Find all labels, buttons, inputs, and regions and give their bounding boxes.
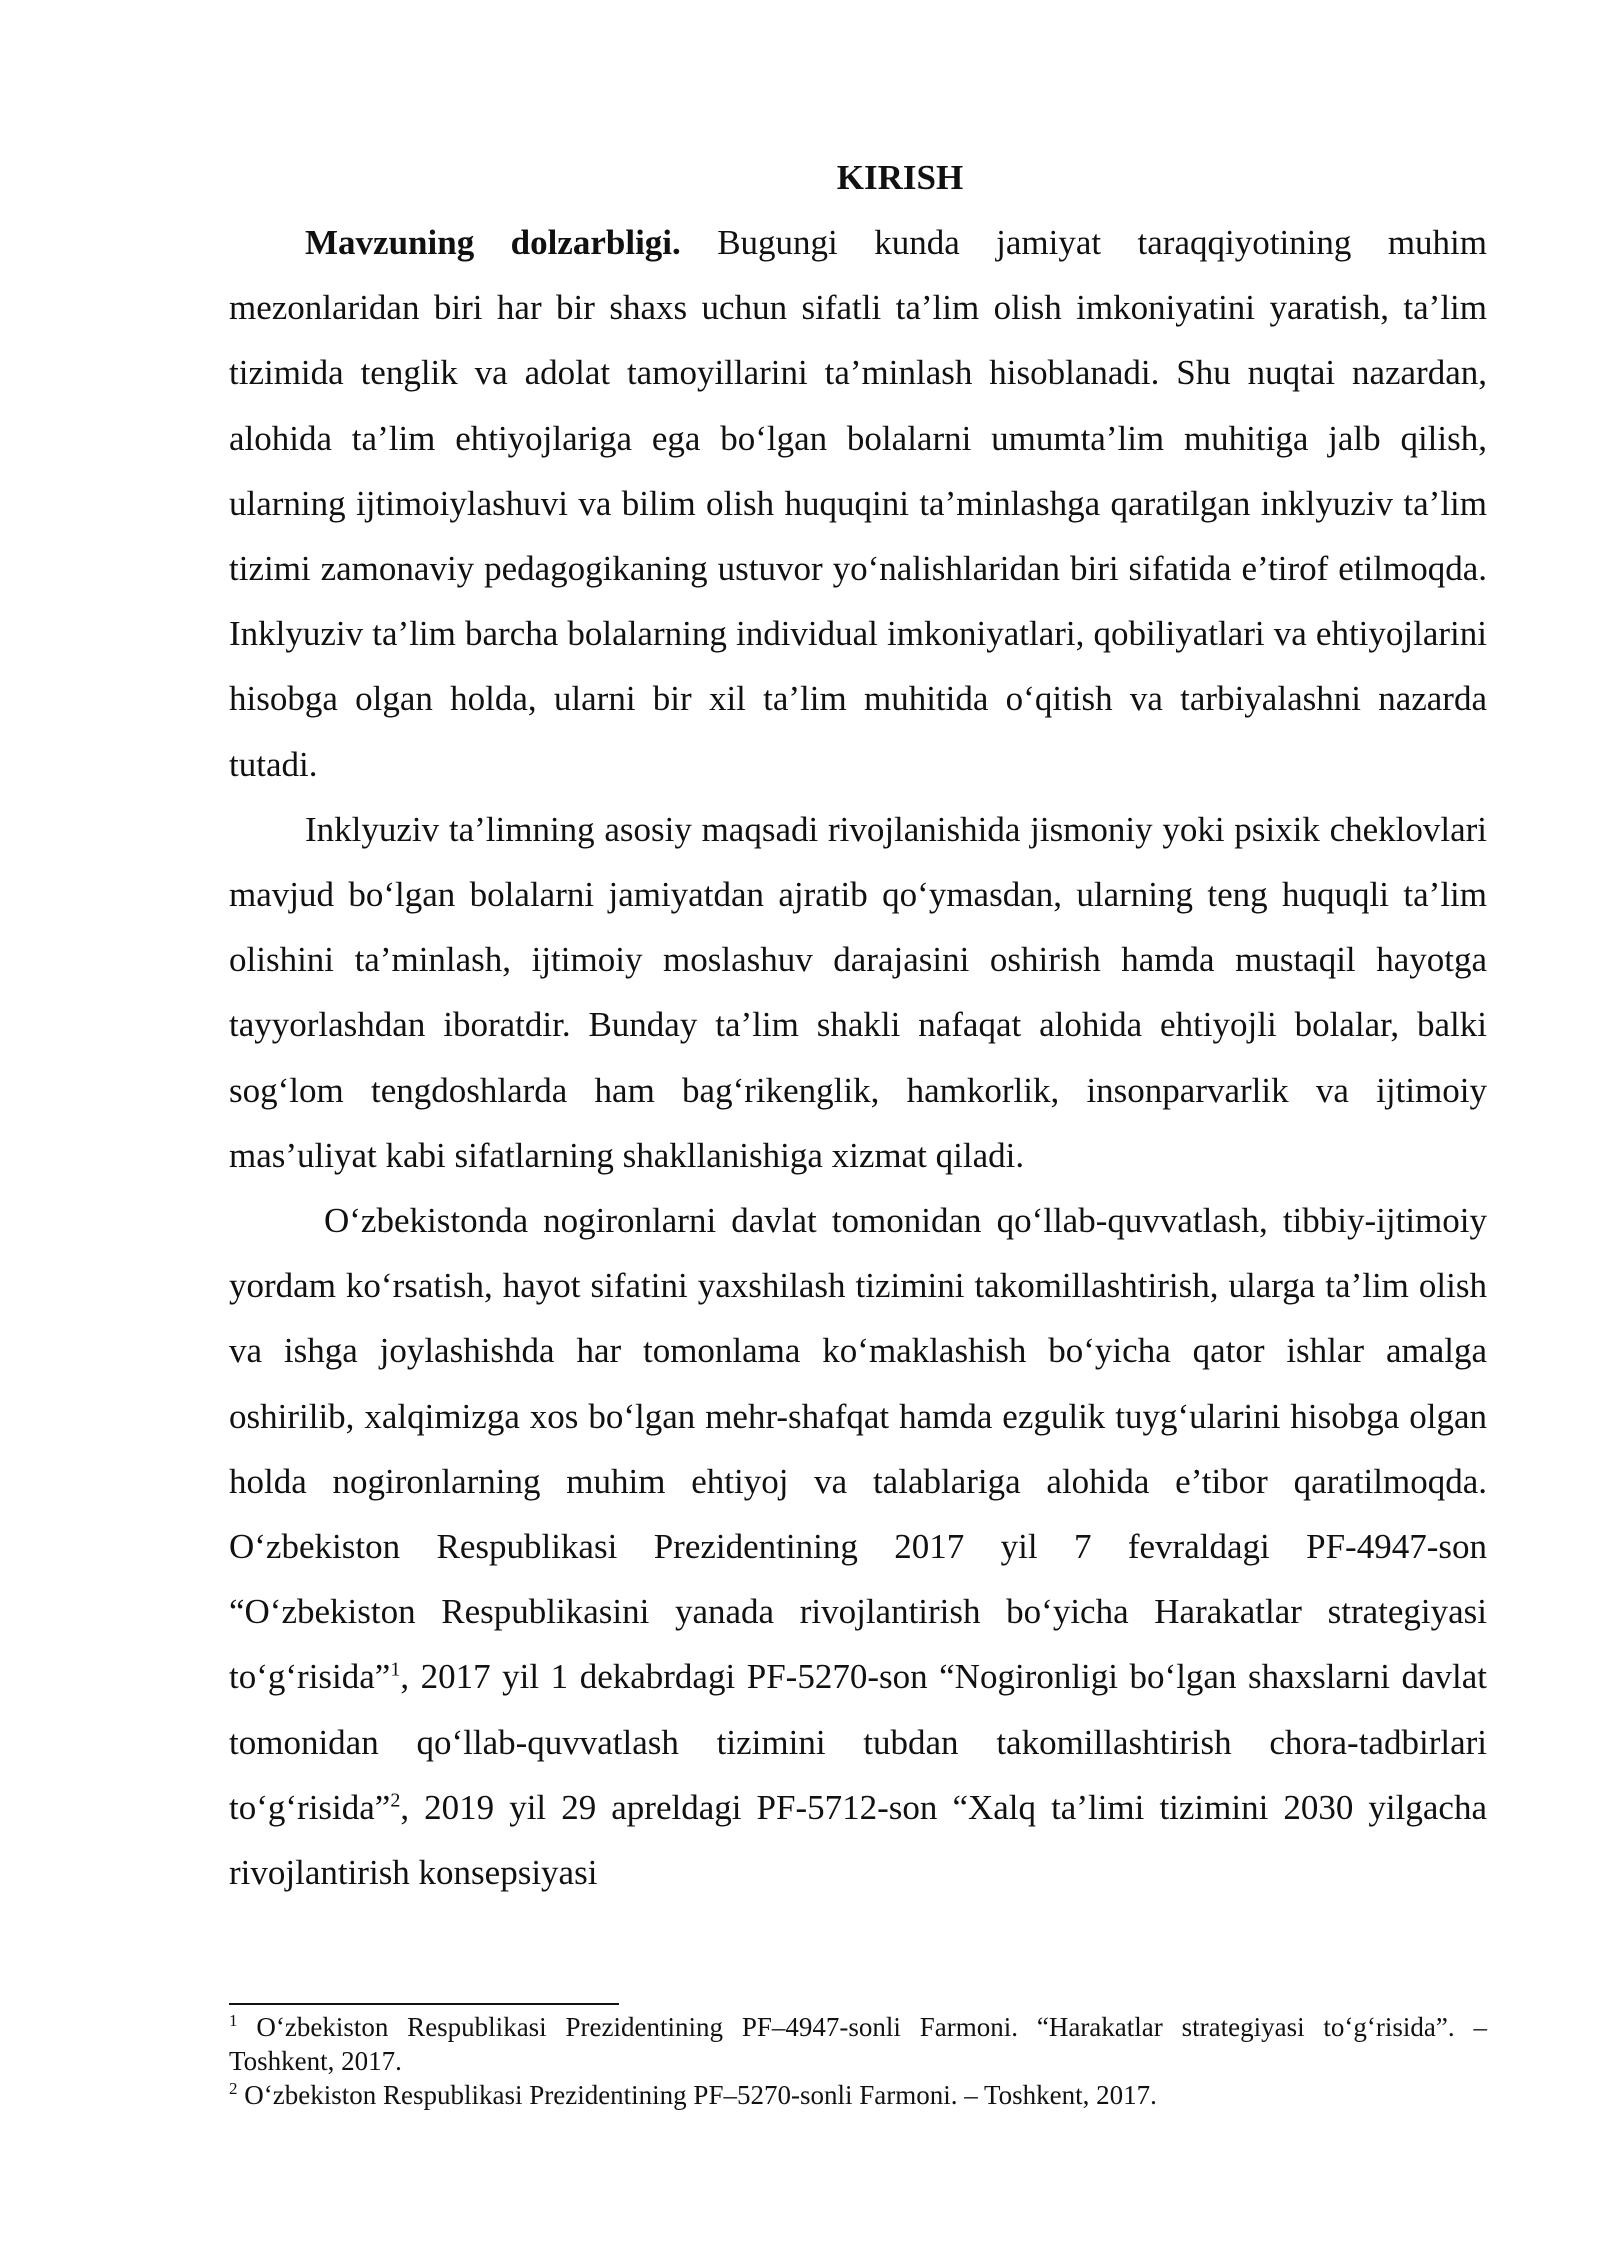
footnote-text: O‘zbekiston Respublikasi Prezidentining PF–4947-sonli Farmoni. “Harakatlar strategiyasi to‘g‘risida”. – Toshkent, 2017. xyxy=(229,2012,1487,2076)
paragraph-uzbekistan-support xyxy=(229,1188,1487,1905)
footnote-ref-1[interactable]: 1 xyxy=(390,1658,401,1681)
paragraph-text: , 2019 yil 29 apreldagi PF-5712-son “Xalq ta’limi tizimini 2030 yilgacha rivojlantirish konsepsiyasi xyxy=(229,1787,1487,1893)
paragraph-relevance xyxy=(229,210,1487,797)
footnote-ref-2[interactable]: 2 xyxy=(390,1789,401,1812)
footnote-number: 1 xyxy=(229,2011,238,2030)
body-text xyxy=(229,210,1487,1905)
footnote-2 xyxy=(229,2078,1487,2112)
paragraph-text: Bugungi kunda jamiyat taraqqiyotining muhim mezonlaridan biri har bir shaxs uchun sifatli ta’lim olish imkoniyatini yaratish, ta’lim tizimida tenglik va adolat tamoyillarini ta’minlash hisoblanadi. Shu nuqtai nazardan, alohida ta’lim ehtiyojlariga ega bo‘lgan bolalarni umumta’lim muhitiga jalb qilish, ularning ijtimoiylashuvi va bilim olish huquqini ta’minlashga qaratilgan inklyuziv ta’lim tizimi zamonaviy pedagogikaning ustuvor yo‘nalishlaridan biri sifatida e’tirof etilmoqda. Inklyuziv ta’lim barcha bolalarning individual imkoniyatlari, qobiliyatlari va ehtiyojlarini hisobga olgan holda, ularni bir xil ta’lim muhitida o‘qitish va tarbiyalashni nazarda tutadi. xyxy=(229,223,1487,784)
footnote-text: O‘zbekiston Respublikasi Prezidentining PF–5270-sonli Farmoni. – Toshkent, 2017. xyxy=(244,2080,1157,2110)
footnote-number: 2 xyxy=(229,2079,238,2098)
paragraph-text: Inklyuziv ta’limning asosiy maqsadi rivojlanishida jismoniy yoki psixik cheklovlari mavjud bo‘lgan bolalarni jamiyatdan ajratib qo‘ymasdan, ularning teng huquqli ta’lim olishini ta’minlash, ijtimoiy moslashuv darajasini oshirish hamda mustaqil hayotga tayyorlashdan iboratdir. Bunday ta’lim shakli nafaqat alohida ehtiyojli bolalar, balki sog‘lom tengdoshlarda ham bag‘rikenglik, hamkorlik, insonparvarlik va ijtimoiy mas’uliyat kabi sifatlarning shakllanishiga xizmat qiladi. xyxy=(229,809,1487,1175)
paragraph-text: , 2017 yil 1 dekabrdagi PF-5270-son “Nogironligi bo‘lgan shaxslarni davlat tomonidan qo‘llab-quvvatlash tizimini tubdan takomillashtirish chora-tadbirlari to‘g‘risida” xyxy=(229,1657,1487,1827)
paragraph-lead: Mavzuning dolzarbligi. xyxy=(305,223,681,262)
footnote-1 xyxy=(229,2010,1487,2078)
footnote-separator xyxy=(229,2003,619,2005)
page-heading: KIRISH xyxy=(836,158,964,197)
footnotes xyxy=(229,2010,1487,2112)
paragraph-text: O‘zbekistonda nogironlarni davlat tomonidan qo‘llab-quvvatlash, tibbiy-ijtimoiy yordam ko‘rsatish, hayot sifatini yaxshilash tizimini takomillashtirish, ularga ta’lim olish va ishga joylashishda har tomonlama ko‘maklashish bo‘yicha qator ishlar amalga oshirilib, xalqimizga xos bo‘lgan mehr-shafqat hamda ezgulik tuyg‘ularini hisobga olgan holda nogironlarning muhim ehtiyoj va talablariga alohida e’tibor qaratilmoqda. O‘zbekiston Respublikasi Prezidentining 2017 yil 7 fevraldagi PF-4947-son “O‘zbekiston Respublikasini yanada rivojlantirish bo‘yicha Harakatlar strategiyasi to‘g‘risida” xyxy=(229,1201,1487,1697)
paragraph-inclusive-goal xyxy=(229,797,1487,1188)
